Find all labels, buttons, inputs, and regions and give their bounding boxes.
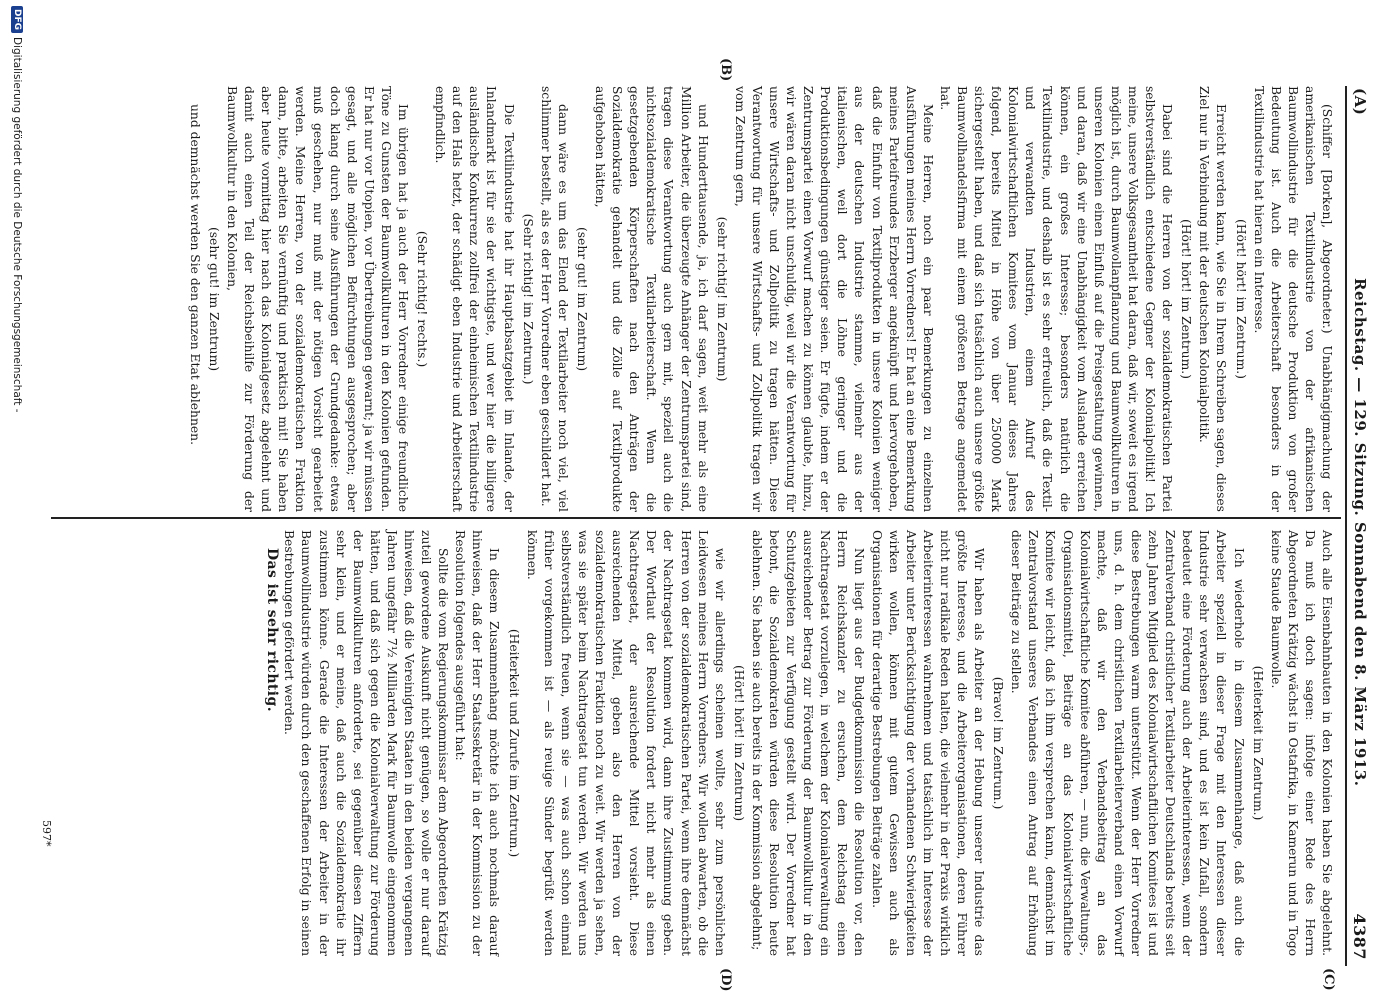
digitization-credit-text: Digitalisierung gefördert durch die Deutsche Forschungsgemeinschaft -	[11, 37, 23, 413]
interjection: (Heiterkeit im Zentrum.)	[1250, 665, 1265, 821]
page-header	[1347, 88, 1373, 960]
paragraph: wie wir allerdings scheinen wollte, sehr zum persönlichen Leidwesen meines Herrn Vorredners. Wir wollen abwarten, ob die Herren von der sozialdemokratischen Partei, wenn ihre demnächst der Nachtragsetat kommen wird, dann ihre Zustimmung geben. Der Wortlaut der Resolution fordert nicht mehr als einen Nachtragsetat, der ausreichende Mittel vorsieht. Diese ausreichenden Mittel, geben also den Herren von der sozialdemokratischen Fraktion noch zu weit. Wir werden ja sehen, was sie später beim Nachtragsetat tun werden. Wir werden uns selbstverständlich freuen, wenn sie — was auch schon einmal früher vorgekommen ist — als reuige Sünder begrüßt werden können.	[524, 530, 727, 956]
margin-letter-d: (D)	[718, 968, 733, 992]
paragraph: Die Textilindustrie hat ihr Hauptabsatzgebiet im Inlande, der Inlandmarkt ist für sie der wichtigste, und wer hier die billigere ausländische Konkurrenz zollfrei der einheimischen Textilindustrie auf den Hals hetzt, der schädigt eben Industrie und Arbeiterschaft empfindlich.	[433, 86, 516, 512]
paragraph: Im übrigen hat ja auch der Herr Vorredner einige freundliche Töne zu Gunsten der Baumwollkulturen in den Kolonien gefunden. Er hat nur vor Utopien, vor Übertreibungen gewarnt; ja wir müssen gesagt, und alle möglichen Befürchtungen ausgesprochen; aber doch klang durch seine Ausführungen der Grundgedanke: etwas muß geschehen, nur muß mit der nötigen Vorsicht gearbeitet werden. Meine Herren, von der sozialdemokratischen Fraktion dann, bitte, arbeiten Sie vernünftig und praktisch mit! Sie haben aber heute vormittag hier nach das Kolonialgesetz abgelehnt und damit auch einen Teil der Reichsbeihilfe zur Förderung der Baumwollkultur in den Kolonien,	[225, 86, 411, 512]
left-column	[186, 86, 1335, 512]
dfg-logo: DFG	[11, 6, 23, 33]
right-column	[263, 530, 1335, 956]
interjection: (Hört! hört! im Zentrum)	[731, 664, 746, 822]
paragraph: Das ist sehr richtig.	[264, 548, 281, 712]
paragraph: Dabei sind die Herren von der sozialdemokratischen Partei selbstverständlich entschiedene Gegner der Kolonialpolitik! Ich meine, unsere Volksgesamtheit hat daran, daß wir, soweit es irgend möglich ist, durch Baumwollanpflanzung und Baumwollkulturen in unseren Kolonien einen Einfluß auf die Preisgestaltung gewinnen, und daran, daß wir eine Unabhängigkeit vom Auslande erreichen können, ein großes Interesse; besonders natürlich die Textilindustrie, und deshalb ist es sehr erfreulich, daß die Textil- und verwandten Industrien, einem Aufruf des Kolonialwirtschaftlichen Komitees vom Januar dieses Jahres folgend, bereits Mittel in Höhe von über 250000 Mark sichergestellt haben, und daß sich tatsächlich auch unsere größte Baumwollhandelsfirma mit einem größeren Betrage angemeldet hat.	[937, 86, 1175, 512]
header-rule	[1345, 86, 1347, 966]
interjection: (Heiterkeit und Zurufe im Zentrum.)	[506, 628, 521, 858]
header-margin-letter: (A)	[1351, 88, 1369, 116]
interjection: (Bravo! im Zentrum.)	[991, 676, 1006, 810]
interjection: (sehr richtig! im Zentrum)	[714, 216, 729, 382]
column-divider	[51, 517, 1341, 519]
paragraph: und demnächst werden Sie den ganzen Etat ablehnen.	[187, 104, 202, 445]
interjection: (Sehr richtig! rechts.)	[415, 230, 430, 368]
header-title: Reichstag. — 129. Sitzung. Sonnabend den 8. März 1913.	[1351, 278, 1369, 787]
paragraph: Meine Herren, noch ein paar Bemerkungen zu einzelnen Ausführungen meines Herrn Vorredners! Er hat an eine Bemerkung meines Parteifreundes Erzberger angeknüpft und hervorgehoben, daß die Einfuhr von Textilprodukten in unsere Kolonien weniger aus der deutschen Industrie stamme, vielmehr aus der italienischen, weil dort die Löhne geringer und die Produktionsbedingungen günstiger seien. Er fügte, indem er der Zentrumspartei einen Vorwurf machen zu können glaubte, hinzu, wir wären daran nicht unschuldig, weil wir die Verantwortung für unsere Wirtschafts- und Zollpolitik zu tragen hätten. Diese Verantwortung für unsere Wirtschafts- und Zollpolitik tragen wir vom Zentrum gern,	[732, 86, 935, 512]
margin-letter-c: (C)	[1321, 968, 1336, 991]
interjection: (Hört! hört! im Zentrum.)	[1233, 219, 1248, 379]
paragraph: Auch alle Eisenbahnbauten in den Kolonien haben Sie abgelehnt. Da muß ich doch sagen: infolge einer Rede des Herrn Abgeordneten Krätzig wächst in Ostafrika, in Kamerun und in Togo keine Staude Baumwolle.	[1268, 530, 1334, 956]
paragraph: Ich wiederhole in diesem Zusammenhange, daß auch die Arbeiter speziell in dieser Frage mit den Interessen dieser Industrie sehr verwachsen sind, und es ist kein Zufall, sondern bedeutet eine Förderung auch der Arbeiterinteressen, wenn der Zentralverband christlicher Textilarbeiter Deutschlands bereits seit zehn Jahren Mitglied des Kolonialwirtschaftlichen Komitees ist und diese Bestrebungen warm unterstützt. Wenn der Herr Vorredner uns, d. h. dem christlichen Textilarbeiterverband einen Vorwurf machte, daß wir den Verbandsbeitrag an das Kolonialwirtschaftliche Komitee abführen, — nun, die Verwaltungs-, Organisationsmittel, Beiträge an das Kolonialwirtschaftliche Komitee wir leicht, daß ich ihm versprechen kann, demnächst im Zentralvorstand unseres Verbandes einen Antrag auf Erhöhung dieser Beiträge zu stellen.	[1009, 530, 1246, 956]
interjection: (Sehr richtig! im Zentrum.)	[520, 213, 535, 385]
interjection: (sehr gut! im Zentrum)	[207, 226, 221, 372]
paragraph: (Schiffer [Borken], Abgeordneter.) Unabhängigmachung der amerikanischen Textilindustrie von der afrikanischen Baumwollindustrie für die deutsche Produktion von großer Bedeutung ist. Auch die Arbeiterschaft besonders in der Textilindustrie hat hieran ein Interesse.	[1251, 86, 1334, 512]
paragraph: dann wäre es um das Elend der Textilarbeiter noch viel, viel schlimmer bestellt, als es der Herr Vorredner eben geschildert hat.	[538, 86, 570, 512]
paragraph: Wir haben als Arbeiter an der Hebung unserer Industrie das größte Interesse, und die Arbeiterorganisationen, deren Führer nicht nur radikale Reden halten, die vielmehr in der Praxis wirklich Arbeiterinteressen wahrnehmen und tatsächlich im Interesse der Arbeiter unter Berücksichtigung der vorhandenen Schwierigkeiten wirken wollen, können mit gutem Gewissen auch als Organisationen für derartige Bestrebungen Beiträge zahlen.	[869, 530, 987, 956]
paragraph: und Hunderttausende, ja, ich darf sagen, weit mehr als eine Million Arbeiter, die überzeugte Anhänger der Zentrumspartei sind, tragen diese Verantwortung auch gern mit, speziell auch die nichtsozialdemokratische Textilarbeiterschaft. Wenn die gesetzgebenden Körperschaften nach den Anträgen der Sozialdemokratie gehandelt und die Zölle auf Textilprodukte aufgehoben hätten,	[593, 86, 710, 512]
interjection: (Hört! hört! im Zentrum.)	[1179, 219, 1194, 379]
paragraph: Erreicht werden kann, wie Sie in Ihrem Schreiben sagen, dieses Ziel nur in Verbindung mit der deutschen Kolonialpolitik.	[1197, 86, 1229, 512]
paragraph: In diesem Zusammenhang möchte ich auch nochmals darauf hinweisen, daß der Herr Staatssekretär in der Kommission zu der Resolution folgendes ausgeführt hat:	[453, 530, 502, 956]
paragraph: Sollte die vom Regierungskommissar dem Abgeordneten Krätzig zuteil gewordene Auskunft nicht genügen, so wolle er nur darauf hinweisen, daß die Vereinigten Staaten in den beiden vergangenen Jahren ungefähr 7½ Milliarden Mark für Baumwolle eingenommen hätten, und daß sich gegen die Kolonialverwaltung zur Förderung der Baumwollkulturen anforderte, sei gegenüber diesen Ziffern sehr klein, und er meine, daß auch die Sozialdemokratie ihr zustimmen könne. Gerade die Interessen der Arbeiter in der Baumwollindustrie würden durch den geschaffenen Erfolg in seinen Bestrebungen gefördert werden.	[282, 530, 451, 956]
paragraph: Nun liegt aus der Budgetkommission die Resolution vor, den Herrn Reichskanzler zu ersuchen, dem Reichstag einen Nachtragsetat vorzulegen, in welchem der Kolonialverwaltung ein ausreichender Betrag zur Förderung der Baumwollkultur in den Schutzgebieten zur Verfügung gestellt wird. Der Vorredner hat betont, die Sozialdemokraten würden diese Resolution heute ablehnen. Sie haben sie auch bereits in der Kommission abgelehnt;	[749, 530, 867, 956]
header-page-number: 4387	[1350, 913, 1369, 960]
footer-page-number: 597*	[40, 820, 53, 847]
interjection: (sehr gut! im Zentrum)	[574, 226, 589, 372]
margin-letter-b: (B)	[718, 58, 733, 82]
digitization-credit	[7, 6, 23, 906]
